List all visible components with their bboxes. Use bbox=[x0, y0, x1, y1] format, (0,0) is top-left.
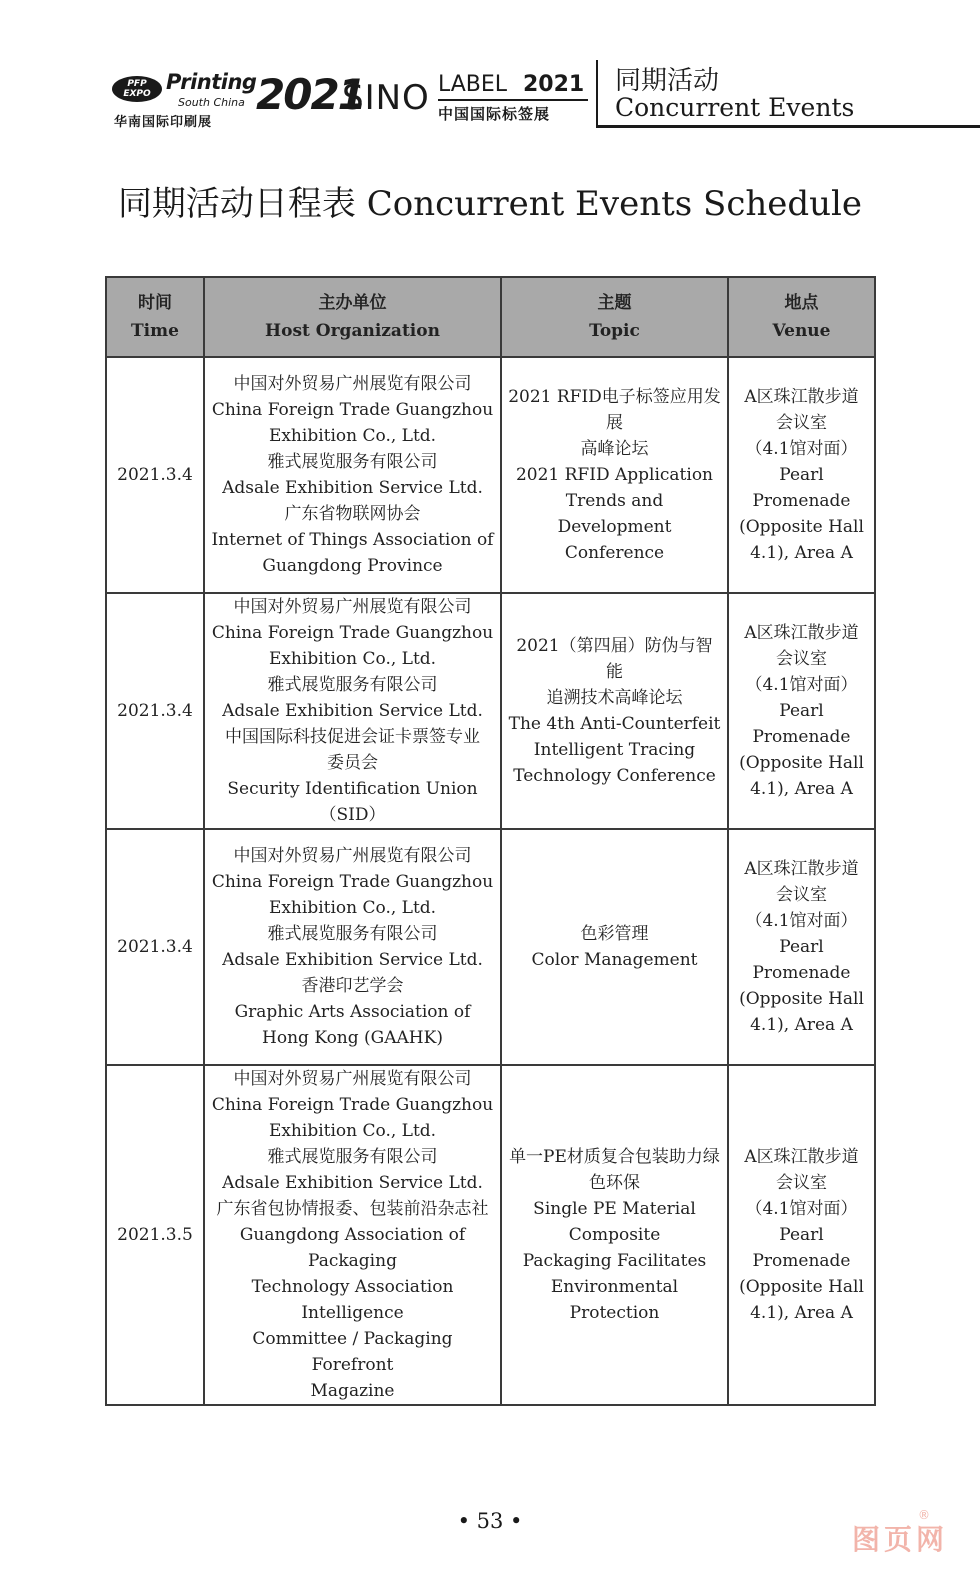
cell-host bbox=[204, 593, 501, 829]
venue-line: 4.1), Area A bbox=[750, 1015, 853, 1035]
venue-line: （4.1馆对面） bbox=[745, 1199, 858, 1219]
host-line: 中国国际科技促进会证卡票签专业 bbox=[225, 727, 480, 747]
host-line: Committee / Packaging Forefront bbox=[252, 1329, 453, 1375]
topic-line: Technology Conference bbox=[513, 766, 716, 786]
venue-line: Pearl Promenade bbox=[752, 937, 851, 983]
topic-line: Single PE Material Composite bbox=[533, 1199, 696, 1245]
venue-line: A区珠江散步道 bbox=[744, 859, 859, 879]
host-line: Adsale Exhibition Service Ltd. bbox=[222, 478, 483, 498]
venue-line: 4.1), Area A bbox=[750, 1303, 853, 1323]
venue-line: (Opposite Hall bbox=[739, 753, 864, 773]
host-line: 中国对外贸易广州展览有限公司 bbox=[233, 846, 472, 866]
page-number: • 53 • bbox=[457, 1509, 523, 1533]
logo-divider bbox=[438, 99, 588, 101]
table-row bbox=[106, 1065, 875, 1405]
host-line: 委员会 bbox=[327, 753, 378, 773]
cell-time: 2021.3.4 bbox=[106, 357, 204, 593]
venue-line: （4.1馆对面） bbox=[745, 675, 858, 695]
host-line: China Foreign Trade Guangzhou bbox=[211, 872, 494, 892]
cell-topic bbox=[501, 593, 728, 829]
venue-line: (Opposite Hall bbox=[739, 1277, 864, 1297]
host-line: China Foreign Trade Guangzhou bbox=[211, 1095, 494, 1115]
section-divider bbox=[597, 125, 980, 128]
cell-topic bbox=[501, 829, 728, 1065]
header-host: 主办单位 Host Organization bbox=[204, 277, 501, 357]
table-row bbox=[106, 593, 875, 829]
topic-line: Intelligent Tracing bbox=[533, 740, 696, 760]
cell-venue bbox=[728, 593, 875, 829]
host-line: 中国对外贸易广州展览有限公司 bbox=[233, 1069, 472, 1089]
topic-line: 2021 RFID Application bbox=[515, 465, 714, 485]
cell-venue bbox=[728, 829, 875, 1065]
topic-line: Trends and Development bbox=[557, 491, 672, 537]
topic-line: 高峰论坛 bbox=[580, 439, 649, 459]
host-line: Graphic Arts Association of bbox=[234, 1002, 471, 1022]
topic-line: The 4th Anti-Counterfeit bbox=[508, 714, 721, 734]
venue-line: Pearl Promenade bbox=[752, 701, 851, 747]
expo-logo-text: EXPO bbox=[123, 89, 151, 99]
host-line: 雅式展览服务有限公司 bbox=[267, 1147, 438, 1167]
topic-line: Color Management bbox=[531, 950, 698, 970]
host-line: Adsale Exhibition Service Ltd. bbox=[222, 1173, 483, 1193]
label-wordmark: LABEL bbox=[438, 72, 508, 97]
header-time: 时间 Time bbox=[106, 277, 204, 357]
host-line: China Foreign Trade Guangzhou bbox=[211, 400, 494, 420]
host-line: Adsale Exhibition Service Ltd. bbox=[222, 701, 483, 721]
host-line: 广东省物联网协会 bbox=[284, 504, 421, 524]
topic-line: 2021 RFID电子标签应用发展 bbox=[508, 387, 721, 433]
venue-line: 会议室 bbox=[776, 885, 827, 905]
topic-line: 追溯技术高峰论坛 bbox=[546, 688, 683, 708]
page-header bbox=[0, 0, 980, 140]
pfp-logo-text: PFP bbox=[127, 79, 147, 89]
host-line: Internet of Things Association of bbox=[211, 530, 494, 550]
cell-time: 2021.3.5 bbox=[106, 1065, 204, 1405]
venue-line: 4.1), Area A bbox=[750, 543, 853, 563]
section-divider-vertical bbox=[596, 60, 598, 128]
cell-host bbox=[204, 1065, 501, 1405]
host-line: 雅式展览服务有限公司 bbox=[267, 675, 438, 695]
printing-wordmark: Printing bbox=[166, 70, 257, 94]
venue-line: （4.1馆对面） bbox=[745, 911, 858, 931]
host-line: Exhibition Co., Ltd. bbox=[268, 898, 437, 918]
section-title-cn: 同期活动 bbox=[615, 66, 720, 96]
sino-wordmark: SINO bbox=[342, 78, 430, 118]
venue-line: (Opposite Hall bbox=[739, 989, 864, 1009]
venue-line: Pearl Promenade bbox=[752, 1225, 851, 1271]
host-line: Guangdong Province bbox=[262, 556, 443, 576]
host-line: 中国对外贸易广州展览有限公司 bbox=[233, 374, 472, 394]
venue-line: 4.1), Area A bbox=[750, 779, 853, 799]
header-topic: 主题 Topic bbox=[501, 277, 728, 357]
host-line: Magazine bbox=[310, 1381, 395, 1401]
page-title: 同期活动日程表 Concurrent Events Schedule bbox=[117, 184, 863, 224]
host-line: 雅式展览服务有限公司 bbox=[267, 452, 438, 472]
host-line: Exhibition Co., Ltd. bbox=[268, 649, 437, 669]
cn-label-expo-name: 中国国际标签展 bbox=[438, 105, 551, 123]
topic-line: Packaging Facilitates bbox=[522, 1251, 707, 1271]
cell-host bbox=[204, 829, 501, 1065]
venue-line: A区珠江散步道 bbox=[744, 1147, 859, 1167]
cell-venue bbox=[728, 1065, 875, 1405]
host-line: 香港印艺学会 bbox=[301, 976, 404, 996]
header-venue: 地点 Venue bbox=[728, 277, 875, 357]
pfp-expo-logo bbox=[112, 76, 162, 102]
cell-time: 2021.3.4 bbox=[106, 829, 204, 1065]
venue-line: 会议室 bbox=[776, 1173, 827, 1193]
south-china-wordmark: South China bbox=[178, 96, 245, 109]
host-line: 广东省包协情报委、包装前沿杂志社 bbox=[216, 1199, 489, 1219]
host-line: Guangdong Association of Packaging bbox=[239, 1225, 466, 1271]
topic-line: 2021（第四届）防伪与智能 bbox=[516, 636, 713, 682]
cell-host bbox=[204, 357, 501, 593]
venue-line: A区珠江散步道 bbox=[744, 387, 859, 407]
topic-line: 色彩管理 bbox=[580, 924, 649, 944]
year-wordmark: 2021 bbox=[256, 70, 365, 119]
table-header-row bbox=[106, 277, 875, 357]
watermark-registered-mark: ® bbox=[918, 1508, 930, 1522]
host-line: Exhibition Co., Ltd. bbox=[268, 1121, 437, 1141]
table-row bbox=[106, 357, 875, 593]
venue-line: 会议室 bbox=[776, 649, 827, 669]
venue-line: (Opposite Hall bbox=[739, 517, 864, 537]
host-line: Hong Kong (GAAHK) bbox=[262, 1028, 443, 1048]
cell-time: 2021.3.4 bbox=[106, 593, 204, 829]
host-line: 雅式展览服务有限公司 bbox=[267, 924, 438, 944]
host-line: 中国对外贸易广州展览有限公司 bbox=[233, 597, 472, 617]
table-row bbox=[106, 829, 875, 1065]
schedule-table bbox=[105, 276, 876, 1406]
host-line: Security Identification Union（SID） bbox=[227, 779, 478, 825]
cell-venue bbox=[728, 357, 875, 593]
topic-line: 色环保 bbox=[589, 1173, 640, 1193]
host-line: China Foreign Trade Guangzhou bbox=[211, 623, 494, 643]
watermark-logo: 图页网 bbox=[852, 1523, 949, 1556]
topic-line: Environmental Protection bbox=[550, 1277, 679, 1323]
host-line: Technology Association Intelligence bbox=[251, 1277, 454, 1323]
cn-print-expo-name: 华南国际印刷展 bbox=[114, 115, 213, 130]
cell-topic bbox=[501, 1065, 728, 1405]
topic-line: 单一PE材质复合包装助力绿 bbox=[509, 1147, 720, 1167]
label-year-wordmark: 2021 bbox=[523, 72, 585, 97]
venue-line: Pearl Promenade bbox=[752, 465, 851, 511]
section-title-en: Concurrent Events bbox=[615, 93, 855, 122]
host-line: Exhibition Co., Ltd. bbox=[268, 426, 437, 446]
venue-line: 会议室 bbox=[776, 413, 827, 433]
host-line: Adsale Exhibition Service Ltd. bbox=[222, 950, 483, 970]
cell-topic bbox=[501, 357, 728, 593]
venue-line: A区珠江散步道 bbox=[744, 623, 859, 643]
topic-line: Conference bbox=[564, 543, 665, 563]
venue-line: （4.1馆对面） bbox=[745, 439, 858, 459]
